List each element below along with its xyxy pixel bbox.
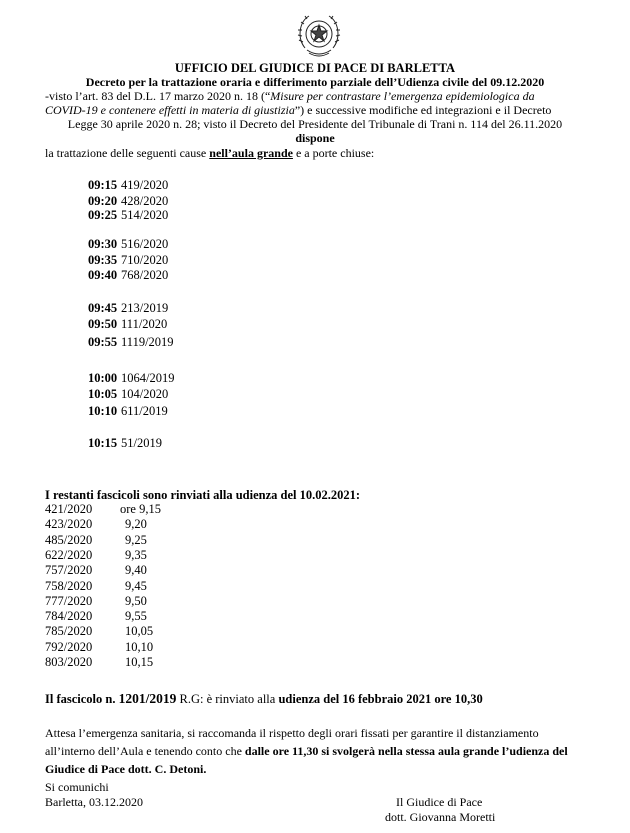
schedule-time: 10:10 — [88, 404, 118, 418]
notice-line-2-a: all’interno dell’Aula e tenendo conto che — [45, 744, 245, 758]
visto-line-3: Legge 30 aprile 2020 n. 28; visto il Decreto del Presidente del Tribunale di Trani n. 114 del 26.11.2020 — [67, 117, 563, 131]
schedule-case: 428/2020 — [121, 194, 169, 208]
rinvio-time: 9,20 — [125, 517, 147, 532]
dispone-label: dispone — [295, 131, 335, 145]
schedule-time: 09:30 — [88, 237, 118, 251]
italian-republic-emblem-icon — [295, 8, 343, 60]
schedule-time: 10:15 — [88, 436, 118, 450]
schedule-case: 514/2020 — [121, 208, 169, 222]
visto-line-2 — [45, 103, 551, 118]
schedule-row — [88, 268, 168, 283]
schedule-row — [88, 436, 162, 451]
rinvio-case: 622/2020 — [45, 547, 93, 562]
schedule-row — [88, 178, 168, 193]
rinvio-case: 777/2020 — [45, 593, 93, 608]
schedule-case: 768/2020 — [121, 268, 169, 282]
schedule-row — [88, 404, 168, 419]
rinvio-time: 10,05 — [125, 624, 154, 639]
rinvio-case: 803/2020 — [45, 655, 93, 669]
fascicolo-text-e: alla — [254, 692, 279, 706]
rinvio-row — [45, 502, 161, 517]
rinvio-row — [45, 640, 153, 655]
visto-line-1-a: -visto l’art. 83 del D.L. 17 marzo 2020 n. 18 (“ — [45, 89, 271, 103]
fascicolo-line — [45, 691, 483, 707]
fascicolo-text-d: è rinviato — [206, 692, 255, 706]
schedule-case: 516/2020 — [121, 237, 169, 251]
schedule-case: 1064/2019 — [121, 371, 175, 385]
schedule-time: 10:05 — [88, 387, 118, 401]
schedule-case: 611/2019 — [121, 404, 168, 418]
rinvio-case: 792/2020 — [45, 639, 93, 654]
schedule-row — [88, 301, 168, 316]
notice-line-2-b: dalle ore 11,30 si svolgerà nella stessa aula grande l’udienza del — [244, 744, 568, 758]
schedule-row — [88, 194, 168, 209]
office-title: UFFICIO DEL GIUDICE DI PACE DI BARLETTA — [174, 61, 456, 75]
rinvio-time: 10,10 — [125, 639, 154, 654]
schedule-row — [88, 317, 167, 332]
rinvio-time: 9,45 — [125, 578, 147, 593]
schedule-time: 09:20 — [88, 194, 118, 208]
schedule-row — [88, 371, 174, 386]
rinvio-row — [45, 594, 147, 609]
schedule-case: 104/2020 — [121, 387, 169, 401]
notice-line-2 — [45, 744, 568, 759]
fascicolo-text-c: R.G: — [176, 692, 207, 706]
intro-aula: nell’aula grande — [209, 146, 293, 160]
rinvio-row — [45, 533, 147, 548]
rinvio-row — [45, 548, 147, 563]
rinvio-case: 784/2020 — [45, 609, 93, 624]
notice-line-1: Attesa l’emergenza sanitaria, si raccomanda il rispetto degli orari fissati per garantire il distanziamento — [45, 726, 539, 740]
intro-text-a: la trattazione delle seguenti cause — [45, 146, 210, 160]
visto-line-1 — [45, 89, 535, 104]
rinvio-time: 9,55 — [125, 609, 147, 624]
visto-line-2-a: COVID-19 e contenere effetti in materia di giustizia — [45, 103, 295, 117]
si-comunichi: Si comunichi — [45, 780, 109, 794]
rinvio-heading: I restanti fascicoli sono rinviati alla udienza del 10.02.2021: — [45, 488, 361, 502]
schedule-time: 10:00 — [88, 371, 118, 385]
fascicolo-text-a: Il fascicolo n. — [45, 692, 119, 706]
schedule-time: 09:25 — [88, 208, 118, 222]
rinvio-case: 485/2020 — [45, 532, 93, 547]
fascicolo-date: udienza del 16 febbraio 2021 ore 10,30 — [278, 692, 483, 706]
rinvio-row — [45, 517, 147, 532]
rinvio-case: 785/2020 — [45, 624, 93, 639]
visto-line-1-b: Misure per contrastare l’emergenza epidemiologica da — [270, 89, 535, 103]
fascicolo-number: 1201/2019 — [118, 691, 177, 706]
place-date: Barletta, 03.12.2020 — [45, 795, 143, 809]
rinvio-case: 758/2020 — [45, 578, 93, 593]
rinvio-row — [45, 655, 153, 670]
intro-line — [45, 146, 374, 161]
rinvio-row — [45, 624, 153, 639]
rinvio-row — [45, 579, 147, 594]
schedule-row — [88, 208, 168, 223]
visto-line-2-b: ”) e successive modifiche ed integrazioni e il Decreto — [294, 103, 552, 117]
schedule-case: 51/2019 — [121, 436, 162, 450]
rinvio-time: ore 9,15 — [120, 502, 161, 516]
schedule-time: 09:55 — [88, 335, 118, 349]
rinvio-time: 10,15 — [125, 655, 154, 669]
rinvio-time: 9,40 — [125, 563, 147, 578]
rinvio-case: 421/2020 — [45, 502, 93, 516]
intro-text-c: e a porte chiuse: — [292, 146, 375, 160]
schedule-case: 710/2020 — [121, 253, 169, 267]
rinvio-row — [45, 563, 147, 578]
rinvio-time: 9,25 — [125, 532, 147, 547]
schedule-time: 09:40 — [88, 268, 118, 282]
schedule-row — [88, 387, 168, 402]
schedule-time: 09:35 — [88, 253, 118, 267]
rinvio-time: 9,35 — [125, 547, 147, 562]
notice-line-3: Giudice di Pace dott. C. Detoni. — [45, 762, 207, 776]
decree-title: Decreto per la trattazione oraria e differimento parziale dell’Udienza civile del 09.12.2020 — [85, 75, 545, 89]
rinvio-row — [45, 609, 147, 624]
schedule-time: 09:15 — [88, 178, 118, 192]
rinvio-case: 423/2020 — [45, 517, 93, 532]
rinvio-case: 757/2020 — [45, 563, 93, 578]
judge-title: Il Giudice di Pace — [396, 795, 483, 809]
schedule-row — [88, 237, 168, 252]
schedule-time: 09:50 — [88, 317, 118, 331]
schedule-case: 111/2020 — [121, 317, 168, 331]
judge-name: dott. Giovanna Moretti — [385, 810, 496, 824]
schedule-case: 1119/2019 — [121, 335, 174, 349]
schedule-case: 419/2020 — [121, 178, 169, 192]
rinvio-time: 9,50 — [125, 593, 147, 608]
schedule-row — [88, 253, 168, 268]
schedule-case: 213/2019 — [121, 301, 169, 315]
schedule-time: 09:45 — [88, 301, 118, 315]
schedule-row — [88, 335, 174, 350]
